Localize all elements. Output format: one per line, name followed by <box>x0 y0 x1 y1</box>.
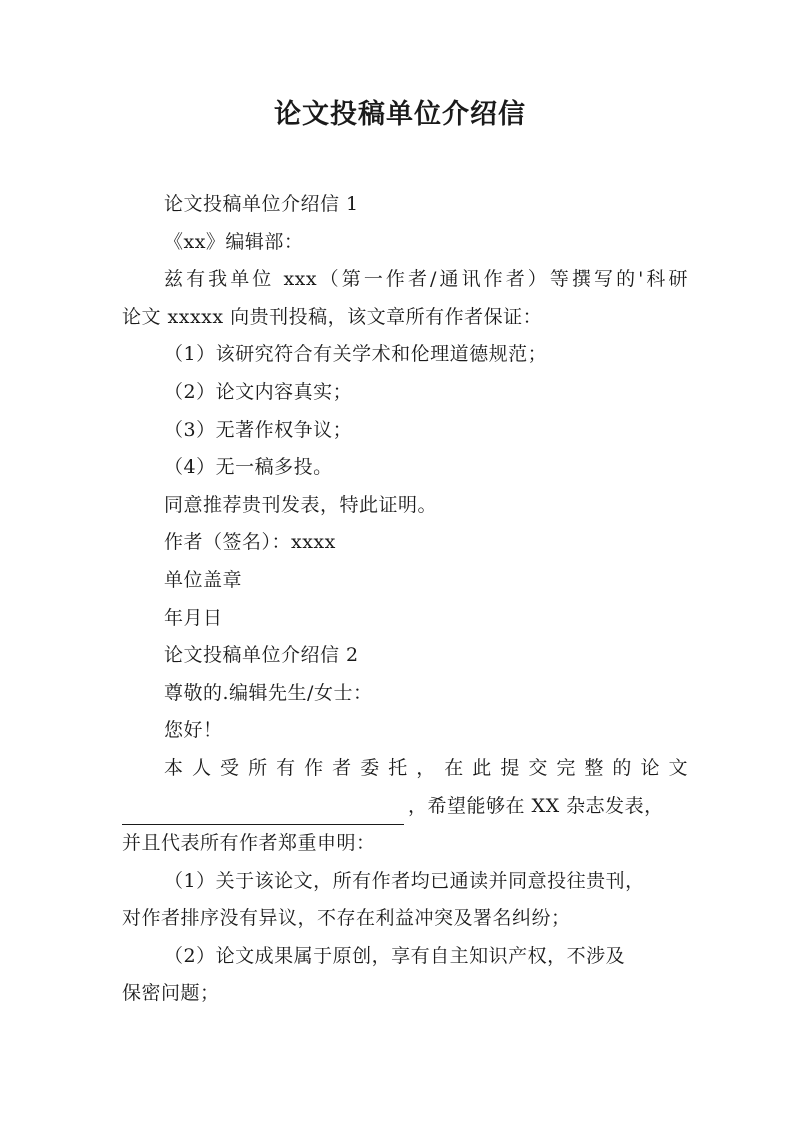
paragraph-text: ，希望能够在 XX 杂志发表， <box>408 794 664 817</box>
section-heading-2: 论文投稿单位介绍信 2 <box>164 644 359 667</box>
paragraph-line-with-blank <box>122 788 688 826</box>
list-item-4: （4）无一稿多投。 <box>164 456 333 479</box>
list-item-1: （1）该研究符合有关学术和伦理道德规范； <box>164 343 548 366</box>
document-body <box>122 186 688 1013</box>
salutation-2: 尊敬的.编辑先生/女士： <box>164 681 373 704</box>
paragraph-line: 论文 xxxxx 向贵刊投稿，该文章所有作者保证： <box>122 305 543 328</box>
declaration-item-2: （2）论文成果属于原创，享有自主知识产权，不涉及 <box>164 944 626 967</box>
document-title: 论文投稿单位介绍信 <box>274 99 526 130</box>
section-heading-1: 论文投稿单位介绍信 1 <box>164 193 359 215</box>
date-line: 年月日 <box>164 606 223 629</box>
paragraph-line: 保密问题； <box>122 982 220 1005</box>
fill-in-blank <box>122 800 404 825</box>
paragraph-line: 对作者排序没有异议，不存在利益冲突及署名纠纷； <box>122 907 571 930</box>
declaration-item-1: （1）关于该论文，所有作者均已通读并同意投往贵刊， <box>164 869 645 892</box>
paragraph-line: 并且代表所有作者郑重申明： <box>122 832 376 855</box>
list-item-2: （2）论文内容真实； <box>164 380 353 403</box>
author-signature-line: 作者（签名）：xxxx <box>164 531 336 554</box>
unit-seal-line: 单位盖章 <box>164 568 243 591</box>
salutation-1: 《xx》编辑部： <box>164 230 304 253</box>
recommendation-line: 同意推荐贵刊发表，特此证明。 <box>164 493 438 516</box>
paragraph-line: 本人受所有作者委托，在此提交完整的论文 <box>164 756 688 779</box>
list-item-3: （3）无著作权争议； <box>164 418 353 441</box>
greeting-line: 您好！ <box>164 719 223 742</box>
paragraph-line: 兹有我单位 xxx（第一作者/通讯作者）等撰写的'科研 <box>164 268 688 291</box>
